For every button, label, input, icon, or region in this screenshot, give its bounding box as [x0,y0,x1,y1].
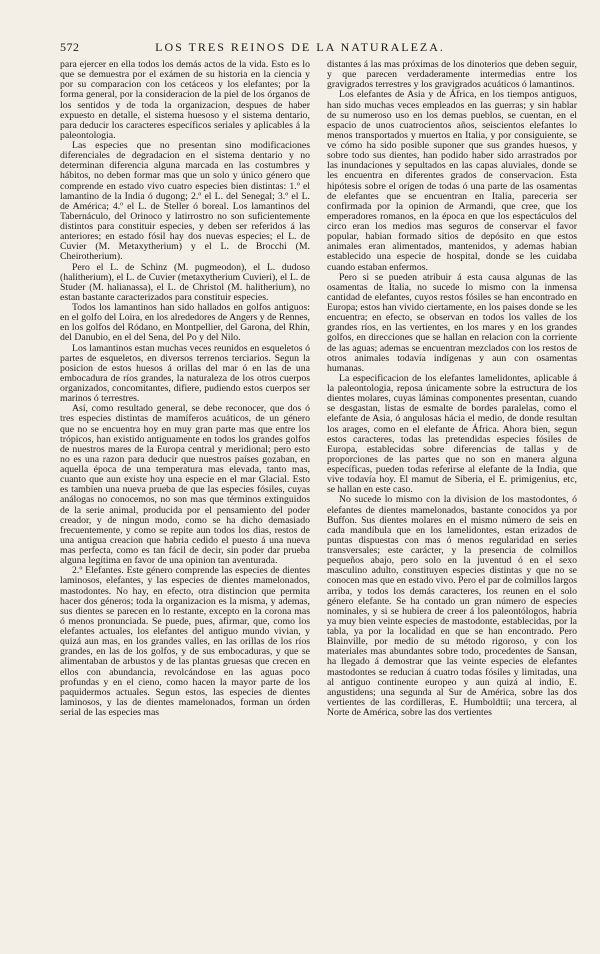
paragraph: No sucede lo mismo con la division de los mastodontes, ó elefantes de dientes mamelonados, bastante conocidos ya por Buffon. Sus dientes molares en el mismo número de seis en cada mandíbula que en los lamelidontes, estan erizados de puntas dispuestas con mas ó menos regularidad en series transversales; este carácter, y la presencia de colmillos pequeños abajo, pero solo en la juventud ó en el sexo masculino adulto, constituyen especies distintas y que no se conocen mas que en estado vivo. Pero el par de colmillos largos arriba, y todos los demás caracteres, los reunen en el solo género elefante. Se ha contado un gran número de especies nominales, y si se hubiera de creer á los paleontólogos, habria ya muy bien veinte especies de mastodonte, establecidas, por la tabla, ya por la localidad en que se han encontrado. Pero Blainville, por medio de su método rigoroso, y con los materiales mas abundantes sobre todo, procedentes de Sansan, ha llegado á demostrar que las veinte especies de elefantes mastodontes se reducian á cuatro todas fósiles y limitadas, una al antiguo continente europeo y aun quizá al indio, E. angustidens; una segunda al Sur de América, sobre las dos vertientes de las cordilleras, E. Humboldtii; una tercera, al Norte de América, sobre las dos vertientes [327,494,577,718]
running-title: LOS TRES REINOS DE LA NATURALEZA. [155,40,445,54]
paragraph: Todos los lamantinos han sido hallados en golfos antiguos: en el golfo del Loira, en los alrededores de Angers y de Rennes, en los golfos del Ródano, en Montpellier, del Garona, del Rhin, del Danubio, en el del Sena, del Po y del Nilo. [60,302,310,344]
paragraph: Los lamantinos estan muchas veces reunidos en esqueletos ó partes de esqueletos, en diversos terrenos terciarios. Segun la posicion de estos huesos á orillas del mar ó en las de una embocadura de ríos grandes, la naturaleza de los otros cuerpos organizados, concomitantes, difiere, pudiendo estos cuerpos ser marinos ó terrestres. [60,342,310,405]
paragraph: La especificacion de los elefantes lamelidontes, aplicable á la paleontologia, reposa únicamente sobre la estructura de los dientes molares, cuyas láminas componentes presentan, cuando se desgastan, listas de esmalte de bordes paralelas, como el elefante de Asia, ó angulosas hácia el medio, de donde resultan los arages, como en el elefante de África. Ahora bien, segun estos caracteres, todas las pretendidas especies fósiles de Europa, establecidas sobre diferencias de tallas y de proporciones de las partes que no son en manera alguna específicas, pueden todas referirse al elefante de la India, que vive todavía hoy. El mamut de Siberia, el E. primigenius, etc, se hallan en este caso. [327,372,577,496]
paragraph: Así, como resultado general, se debe reconocer, que dos ó tres especies distintas de mamíferos acuáticos, de un género que no se encuentra hoy en muy gran parte mas que entre los trópicos, han existido antiguamente en todos los grandes golfos de nuestros mares de la Europa central y meridional; pero esto no es una razon para deducir que nuestros países gozaban, en aquella época de una temperatura mas elevada, tanto mas, cuanto que aun existe hoy una especie en el mar Glacial. Esto es tambien una nueva prueba de que las especies fósiles, cuyas análogas no conocemos, no son mas que términos extinguidos de la serie animal, producida por el pensamiento del poder creador, y de ningun modo, como se ha dicho demasiado frecuentemente, y como se repite aun todos los dias, restos de una antigua creacion que habria cedido el puesto á una nueva mas perfecta, como es tan fácil de decir, sin poder dar prueba alguna legítima en favor de una opinion tan aventurada. [60,403,310,567]
text-columns [60,60,577,940]
paragraph: Las especies que no presentan sino modificaciones diferenciales de degradacion en el sistema dentario y no determinan diferencia alguna marcada en las costumbres y hábitos, no deben formar mas que un solo y único género que comprende en estado vivo cuatro especies bien distintas: 1.º el lamantino de la India ó dugong; 2.º el L. del Senegal; 3.º el L. de América; 4.º el L. de Steller ó boreal. Los lamantinos del Tabernáculo, del Orinoco y latirrostro no son suficientemente distintos para constituir especies, y deben ser referidos á las anteriores; en estado fósil hay dos nuevas especies; el L. de Cuvier (M. Metaxytherium) y el L. de Brocchi (M. Cheirotherium). [60,140,310,263]
page-header [0,40,600,58]
paragraph: 2.º Elefantes. Este género comprende las especies de dientes laminosos, elefantes, y las especies de dientes mamelonados, mastodontes. No hay, en efecto, otra distincion que permita hacer dos géneros; toda la organizacion es la misma, y ademas, sus dientes se parecen en lo restante, excepto en la corona mas ó menos pronunciada. Se puede, pues, afirmar, que, como los elefantes actuales, los elefantes del antiguo mundo vivian, y quizá aun mas, en los grandes valles, en las orillas de los ríos grandes, en las de los golfos, y de sus embocaduras, y que se alimentaban de arbustos y de las plantas gruesas que crecen en ellos con abundancia, revolcándose en las aguas poco profundas y en el cieno, como hacen la mayor parte de los paquidermos actuales. Segun estos, las especies de dientes laminosos, y las de dientes mamelonados, forman un órden serial de las especies mas [60,565,310,718]
page-number: 572 [60,40,80,54]
paragraph: distantes á las mas próximas de los dinoterios que deben seguir, y que parecen verdaderamente intermedias entre los gravigrados terrestres y los gravigrados acuáticos ó lamantinos. [327,60,577,91]
paragraph: Los elefantes de Asia y de África, en los tiempos antiguos, han sido muchas veces empleados en las guerras; y sin hablar de su numeroso uso en los demas pueblos, se cuentan, en el espacio de unos cuatrocientos años, seiscientos elefantes lo menos transportados y muertos en Italia, y por consiguiente, se ve cómo ha sido posible suponer que sus grandes huesos, y sobre todo sus dientes, han podido haber sido arrastrados por las inundaciones y sepultados en las capas aluviales, donde se les encuentra en diferentes grados de conservacion. Esta hipótesis sobre el orígen de todas ó una parte de las osamentas de elefantes que se encuentran en Italia, pareceria ser confirmada por la opinion de Armandi, que cree, que los emperadores romanos, en la época en que los espectáculos del circo eran los medios mas seguros de conservar el favor popular, habian formado sitios de depósito en que estos animales eran alimentados, mantenidos, y ademas habian establecido una especie de hospital, donde se les cuidaba cuando estaban enfermos. [327,89,577,273]
right-column [327,60,577,940]
paragraph: Pero si se pueden atribuir á esta causa algunas de las osamentas de Italia, no sucede lo mismo con la inmensa cantidad de elefantes, cuyos restos fósiles se han encontrado en Europa; estos han vivido ciertamente, en los paises donde se les encuentra; en efecto, se observan en todos los valles de los grandes ríos, en las vertientes, en los mares y en los grandes golfos, en direcciones que se hallan en relacion con la corriente de las aguas; ademas se encuentran mezclados con los restos de otros animales todavía indígenas y aun con osamentas humanas. [327,271,577,374]
paragraph: para ejercer en ella todos los demás actos de la vida. Esto es lo que se demuestra por el exámen de su historia en la ciencia y por su comparacion con los cetáceos y los elefantes; por la forma general, por la consideracion de la piel de los órganos de los sentidos y de toda la organizacion, despues de haber expuesto en detalle, el sistema huesoso y el sistema dentario, para deducir los caracteres específicos seriales y aplicables á la paleontologia. [60,60,310,141]
left-column [60,60,310,940]
paragraph: Pero el L. de Schinz (M. pugmeodon), el L. dudoso (halitherium), el L. de Cuvier (metaxytherium Cuvieri), el L. de Studer (M. halianassa), el L. de Christol (M. halitherium), no estan bastante caracterizados para constituir especies. [60,261,310,303]
